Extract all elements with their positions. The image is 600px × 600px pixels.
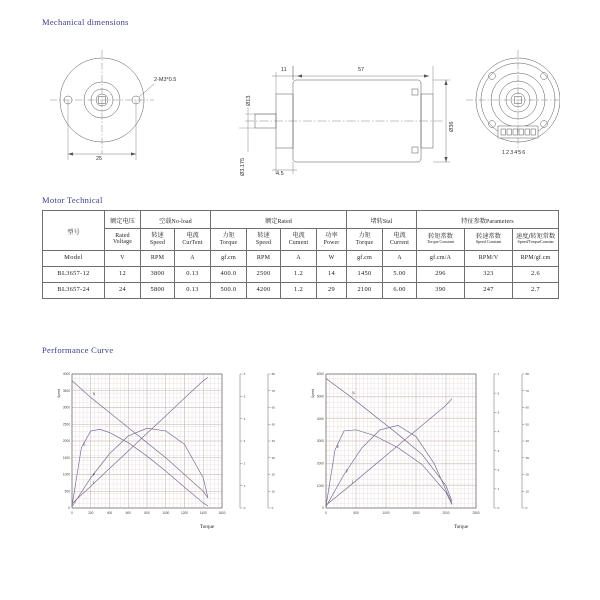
table-units-row	[43, 250, 559, 266]
cell-rated-power: 29	[317, 282, 347, 298]
table-row	[43, 282, 559, 298]
svg-text:1: 1	[497, 487, 500, 492]
svg-text:7: 7	[497, 372, 500, 377]
cell-rated-speed: 2500	[247, 266, 281, 282]
svg-text:80: 80	[525, 372, 529, 377]
cell-stall-current: 5.00	[383, 266, 417, 282]
unit-rated-speed-text: RPM	[256, 255, 271, 262]
svg-text:5000: 5000	[316, 394, 324, 399]
thread-callout-leader	[139, 84, 154, 97]
svg-text:500: 500	[64, 489, 70, 494]
svg-text:3: 3	[243, 439, 246, 444]
boss-diameter-label: Ø13	[246, 95, 252, 106]
flange-dim-label: 4.5	[276, 171, 284, 177]
thread-callout-label: 2-M3*0.5	[154, 77, 177, 83]
svg-text:5: 5	[243, 394, 246, 399]
cell-voltage: 24	[105, 282, 141, 298]
svg-text:1600: 1600	[218, 511, 226, 515]
cell-rated-current: 1.2	[281, 282, 317, 298]
subhead-stall-torque	[347, 228, 383, 250]
svg-text:1000: 1000	[62, 472, 70, 477]
svg-text:Speed: Speed	[57, 388, 61, 398]
connector-pin-label: 123456	[502, 150, 527, 156]
unit-voltage	[105, 250, 141, 266]
dim25-arrow-left	[68, 152, 73, 155]
cell-voltage: 12	[105, 266, 141, 282]
svg-text:3000: 3000	[316, 439, 324, 444]
cell-stall-torque: 2100	[347, 282, 383, 298]
cell-stall-torque: 1450	[347, 266, 383, 282]
svg-text:1400: 1400	[199, 511, 207, 515]
cell-rated-current: 1.2	[281, 266, 317, 282]
dim36-arrow-bottom	[444, 157, 447, 162]
svg-text:Speed: Speed	[311, 388, 315, 398]
svg-text:0: 0	[243, 506, 246, 511]
svg-text:I: I	[352, 480, 354, 485]
unit-noload-speed	[141, 250, 175, 266]
svg-text:E: E	[83, 442, 86, 447]
subhead-rated-power-cn: 功率	[325, 232, 338, 239]
svg-text:P: P	[92, 472, 95, 477]
group-parameters-cn: 特征参数	[461, 218, 487, 225]
unit-rated-power	[317, 250, 347, 266]
svg-text:0: 0	[525, 506, 528, 511]
svg-text:600: 600	[125, 511, 131, 515]
svg-text:6: 6	[243, 372, 246, 377]
svg-text:20: 20	[525, 472, 529, 477]
svg-text:6000: 6000	[316, 372, 324, 377]
svg-text:N: N	[352, 391, 355, 396]
svg-text:4: 4	[243, 416, 246, 421]
svg-text:1500: 1500	[62, 455, 70, 460]
cell-torque-constant: 390	[417, 282, 465, 298]
cell-rated-torque: 500.0	[211, 282, 247, 298]
group-noload-cn: 空载	[159, 218, 172, 225]
performance-chart-left-svg	[50, 360, 300, 550]
svg-text:2: 2	[497, 467, 500, 472]
subhead-stall-current	[383, 228, 417, 250]
svg-text:50: 50	[525, 422, 529, 427]
subhead-rated-power-en: Power	[323, 239, 340, 246]
svg-text:60: 60	[271, 405, 275, 410]
svg-text:3500: 3500	[62, 388, 70, 393]
shaft-length-dim-label: 11	[281, 67, 287, 73]
table-group-parameters	[417, 211, 559, 229]
front-width-dim-label: 25	[96, 156, 103, 162]
motor-technical-table-wrap	[42, 210, 558, 299]
shaft-diameter-label: Ø3.175	[240, 157, 246, 176]
group-parameters-en: Parameters	[486, 219, 514, 225]
subhead-stall-torque-cn: 力矩	[358, 232, 371, 239]
svg-text:N: N	[92, 392, 96, 397]
subhead-rated-voltage-en: Rated Voltage	[112, 233, 132, 246]
subhead-stall-current-cn: 电流	[393, 232, 406, 239]
svg-text:4: 4	[497, 429, 500, 434]
table-group-rated-voltage	[105, 211, 141, 229]
unit-rated-speed	[247, 250, 281, 266]
body-diameter-label: Ø36	[449, 121, 455, 132]
unit-noload-current-text: A	[190, 255, 195, 262]
section-heading-motor-technical: Motor Technical	[42, 195, 103, 205]
subhead-speed-constant-cn: 转速常数	[476, 232, 501, 240]
cell-model: BL3657-24	[43, 282, 105, 298]
svg-text:500: 500	[353, 511, 359, 515]
unit-rated-power-text: W	[328, 255, 335, 262]
table-group-header-row	[43, 211, 559, 229]
cell-rated-torque: 400.0	[211, 266, 247, 282]
cell-rated-power: 14	[317, 266, 347, 282]
svg-text:50: 50	[271, 422, 275, 427]
svg-text:0: 0	[68, 506, 70, 511]
subhead-rated-torque	[211, 228, 247, 250]
svg-text:E: E	[337, 444, 340, 449]
cell-stall-current: 6.00	[383, 282, 417, 298]
svg-text:30: 30	[525, 455, 529, 460]
subhead-torque-constant	[417, 228, 465, 250]
svg-text:1000: 1000	[162, 511, 170, 515]
svg-text:2000: 2000	[442, 511, 450, 515]
svg-text:2: 2	[243, 461, 246, 466]
svg-text:10: 10	[525, 489, 529, 494]
cell-noload-speed: 5800	[141, 282, 175, 298]
subhead-speed-torque-constant-en: Speed/TorqueConstan	[517, 239, 554, 245]
svg-text:2000: 2000	[62, 439, 70, 444]
chart-left-xlabel: Torque	[200, 525, 215, 530]
side-view-corner-mark-top	[412, 89, 418, 95]
svg-text:800: 800	[144, 511, 150, 515]
svg-text:60: 60	[525, 405, 529, 410]
svg-text:30: 30	[271, 455, 275, 460]
chart-right-xlabel: Torque	[454, 525, 469, 530]
unit-speed-torque-constant-text: RPM/gf.cm	[520, 255, 551, 262]
unit-speed-constant	[465, 250, 513, 266]
svg-text:20: 20	[271, 472, 275, 477]
svg-text:I: I	[92, 481, 94, 486]
subhead-torque-constant-cn: 转矩常数	[428, 232, 453, 240]
group-rated-voltage-cn: 额定电压	[110, 218, 135, 225]
subhead-torque-constant-en: Torque Constant	[426, 239, 455, 245]
motor-technical-table	[42, 210, 559, 299]
unit-stall-torque-text: gf.cm	[357, 255, 372, 262]
dim36-arrow-top	[444, 80, 447, 85]
subhead-speed-constant	[465, 228, 513, 250]
cell-speed-torque-constant: 2.7	[513, 282, 559, 298]
svg-text:40: 40	[271, 439, 275, 444]
mechanical-drawing-area	[40, 32, 560, 182]
svg-text:40: 40	[525, 439, 529, 444]
unit-torque-constant	[417, 250, 465, 266]
svg-text:3000: 3000	[62, 405, 70, 410]
group-stall-cn: 堵转	[370, 218, 383, 225]
svg-text:6: 6	[497, 391, 500, 396]
unit-noload-current	[175, 250, 211, 266]
subhead-rated-torque-cn: 力矩	[222, 232, 235, 239]
svg-text:1200: 1200	[180, 511, 189, 515]
svg-text:400: 400	[106, 511, 113, 515]
unit-rated-current-text: A	[296, 255, 301, 262]
cell-noload-current: 0.13	[175, 282, 211, 298]
group-rated-en: Rated	[277, 219, 292, 225]
unit-stall-torque	[347, 250, 383, 266]
dim57-arrow-left	[297, 74, 302, 77]
performance-charts-area	[42, 360, 558, 550]
svg-text:4000: 4000	[62, 372, 70, 377]
subhead-noload-speed	[141, 228, 175, 250]
unit-voltage-text: V	[120, 255, 125, 262]
svg-text:0: 0	[71, 511, 73, 515]
performance-chart-right	[304, 360, 554, 550]
table-group-noload	[141, 211, 211, 229]
section-heading-mechanical: Mechanical dimensions	[42, 17, 129, 27]
subhead-noload-current	[175, 228, 211, 250]
unit-speed-constant-text: RPM/V	[478, 255, 499, 262]
subhead-rated-voltage	[105, 228, 141, 250]
subhead-noload-current-en: CurTent	[182, 239, 203, 246]
svg-text:80: 80	[271, 372, 275, 377]
table-row	[43, 266, 559, 282]
subhead-rated-speed-cn: 转速	[257, 232, 270, 239]
model-header-cn: 型号	[67, 229, 80, 236]
svg-text:1: 1	[243, 483, 246, 488]
svg-text:5: 5	[497, 410, 500, 415]
subhead-noload-speed-en: Speed	[149, 239, 166, 246]
unit-noload-speed-text: RPM	[150, 255, 165, 262]
svg-text:0: 0	[497, 506, 500, 511]
svg-text:2500: 2500	[62, 422, 70, 427]
mechanical-drawing-svg	[40, 32, 560, 182]
svg-text:1000: 1000	[382, 511, 390, 515]
side-view-corner-mark-bottom	[412, 147, 418, 153]
svg-text:2000: 2000	[316, 461, 324, 466]
table-group-stall	[347, 211, 417, 229]
subhead-speed-torque-constant-cn: 速度/转矩常数	[515, 232, 556, 240]
cell-model: BL3657-12	[43, 266, 105, 282]
unit-rated-torque	[211, 250, 247, 266]
cell-noload-speed: 3800	[141, 266, 175, 282]
svg-text:200: 200	[88, 511, 94, 515]
section-heading-performance: Performance Curve	[42, 345, 114, 355]
cell-speed-constant: 323	[465, 266, 513, 282]
group-noload-en: No-load	[171, 219, 192, 225]
svg-text:0: 0	[322, 506, 324, 511]
subhead-stall-torque-en: Torque	[355, 239, 374, 246]
cell-torque-constant: 296	[417, 266, 465, 282]
cell-noload-current: 0.13	[175, 266, 211, 282]
subhead-rated-current	[281, 228, 317, 250]
group-stall-en: Stal	[382, 219, 393, 225]
cell-speed-torque-constant: 2.6	[513, 266, 559, 282]
svg-text:70: 70	[271, 388, 275, 393]
unit-rated-torque-text: gf.cm	[221, 255, 236, 262]
subhead-rated-current-en: Cument	[288, 239, 309, 246]
group-rated-cn: 额定	[265, 218, 278, 225]
unit-stall-current	[383, 250, 417, 266]
unit-stall-current-text: A	[397, 255, 402, 262]
table-subheader-row	[43, 228, 559, 250]
cell-rated-speed: 4200	[247, 282, 281, 298]
unit-torque-constant-text: gf.cm/A	[429, 255, 452, 262]
subhead-rated-speed	[247, 228, 281, 250]
svg-text:1000: 1000	[316, 483, 324, 488]
cell-speed-constant: 247	[465, 282, 513, 298]
svg-text:4000: 4000	[316, 416, 324, 421]
svg-text:70: 70	[525, 388, 529, 393]
unit-speed-torque-constant	[513, 250, 559, 266]
dim57-arrow-right	[424, 74, 429, 77]
svg-text:1500: 1500	[412, 511, 420, 515]
unit-rated-current	[281, 250, 317, 266]
performance-chart-left	[50, 360, 300, 550]
svg-text:2500: 2500	[472, 511, 480, 515]
subhead-speed-torque-constant	[513, 228, 559, 250]
subhead-rated-power	[317, 228, 347, 250]
unit-model: Model	[43, 250, 105, 266]
svg-text:P: P	[346, 469, 348, 474]
svg-text:10: 10	[271, 489, 275, 494]
table-group-rated	[211, 211, 347, 229]
subhead-noload-speed-cn: 转速	[151, 232, 164, 239]
body-length-dim-label: 57	[358, 67, 365, 73]
dim25-arrow-right	[131, 152, 136, 155]
svg-text:3: 3	[497, 448, 500, 453]
performance-chart-right-svg	[304, 360, 554, 550]
svg-text:0: 0	[271, 506, 274, 511]
subhead-rated-torque-en: Torque	[219, 239, 238, 246]
subhead-noload-current-cn: 电流	[186, 232, 199, 239]
subhead-speed-constant-en: Speed Constant	[475, 239, 502, 245]
svg-text:0: 0	[325, 511, 327, 515]
subhead-stall-current-en: Current	[389, 239, 410, 246]
table-header-model	[43, 211, 105, 251]
subhead-rated-current-cn: 电流	[292, 232, 305, 239]
subhead-rated-speed-en: Speed	[255, 239, 272, 246]
